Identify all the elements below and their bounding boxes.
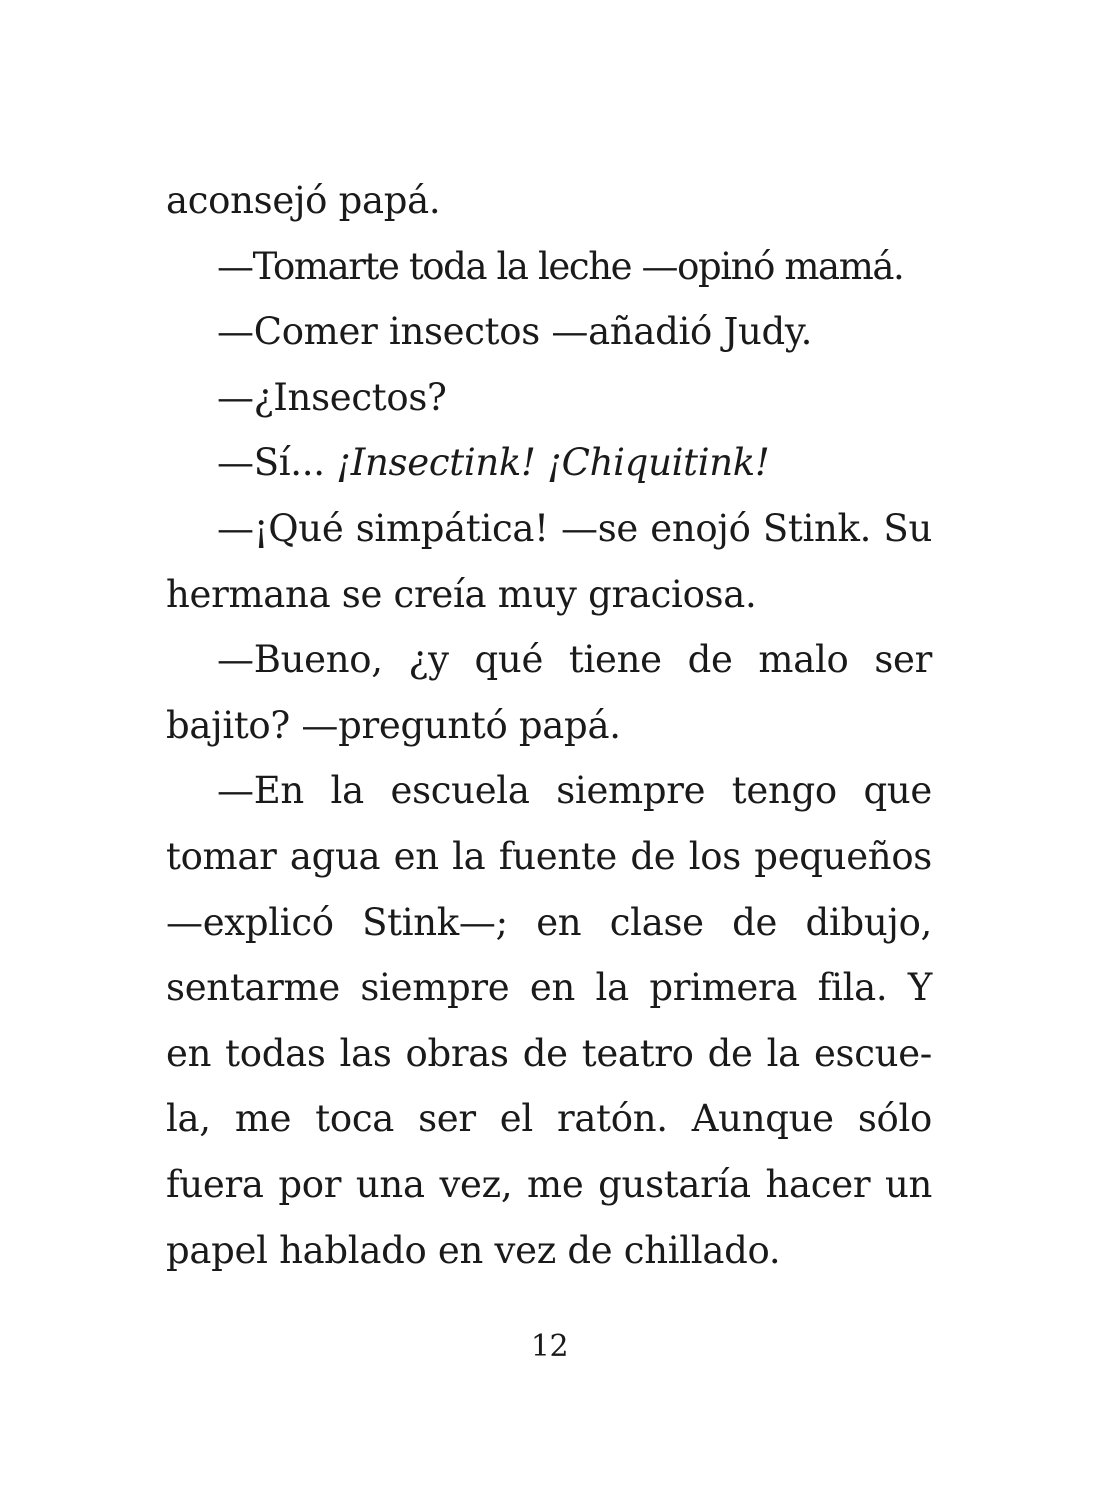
text-line: —explicó Stink—; en clase de dibujo,: [166, 900, 932, 944]
paragraph: [166, 234, 932, 300]
italic-exclamation: ¡Insectink! ¡Chiquitink!: [336, 441, 770, 485]
page-number: 12: [530, 1329, 569, 1364]
text-line: —Bueno, ¿y qué tiene de malo ser: [217, 638, 932, 682]
text-line: papel hablado en vez de chillado.: [166, 1228, 781, 1272]
dialogue-prefix: —Sí...: [217, 441, 337, 485]
paragraph: [166, 299, 932, 365]
text-line: sentarme siempre en la primera fila. Y: [166, 966, 932, 1010]
text-line: tomar agua en la fuente de los pequeños: [166, 834, 932, 878]
text-line: —En la escuela siempre tengo que: [217, 769, 932, 813]
paragraph: [166, 365, 932, 431]
page-body-text: [166, 168, 932, 1283]
text-line: la, me toca ser el ratón. Aunque sólo: [166, 1097, 932, 1141]
paragraph: [166, 627, 932, 758]
text-line: —Comer insectos —añadió Judy.: [217, 310, 813, 354]
text-line: bajito? —preguntó papá.: [166, 703, 621, 747]
paragraph: [166, 430, 932, 496]
text-line: en todas las obras de teatro de la escue-: [166, 1031, 932, 1075]
text-line: —¿Insectos?: [217, 375, 447, 419]
paragraph: [166, 496, 932, 627]
text-line: [166, 430, 932, 496]
text-line: aconsejó papá.: [166, 179, 441, 222]
text-line: —¡Qué simpática! —se enojó Stink. Su: [217, 506, 932, 550]
paragraph: [166, 168, 932, 234]
text-line: fuera por una vez, me gustaría hacer un: [166, 1162, 932, 1206]
paragraph: [166, 758, 932, 1283]
text-line: —Tomarte toda la leche —opinó mamá.: [217, 244, 904, 288]
text-line: hermana se creía muy graciosa.: [166, 572, 757, 616]
